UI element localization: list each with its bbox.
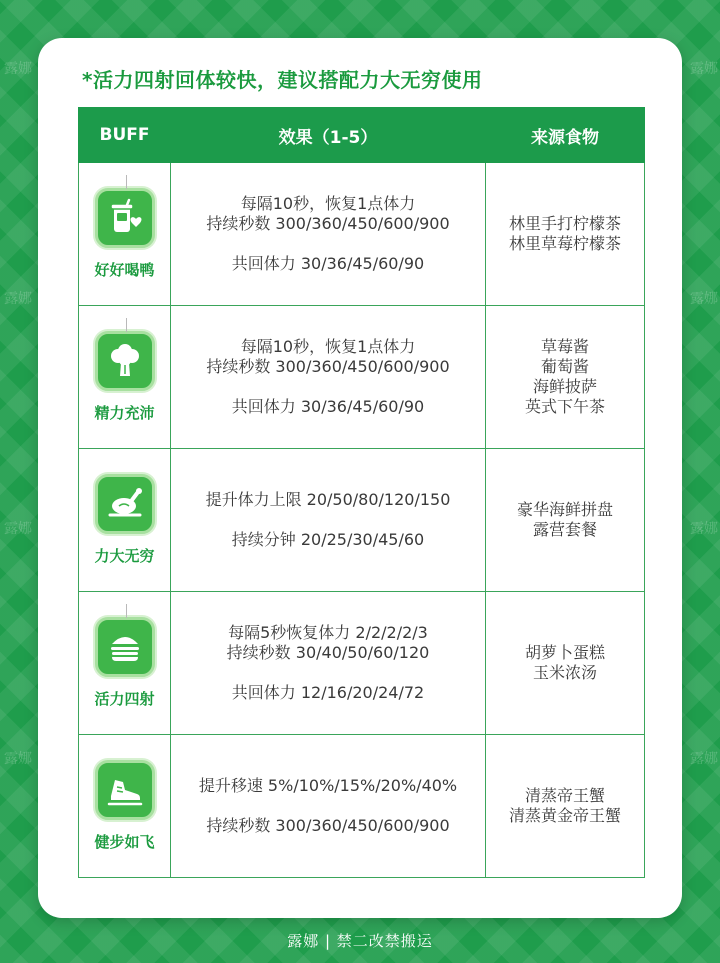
source-food: 胡萝卜蛋糕 [524, 643, 605, 662]
source-cell [486, 449, 645, 592]
buff-name: 健步如飞 [94, 833, 155, 851]
buff-cell [79, 449, 171, 592]
watermark: 露娜 [4, 751, 32, 767]
source-food: 英式下午茶 [524, 397, 605, 416]
source-food: 豪华海鲜拼盘 [516, 500, 613, 519]
source-food: 葡萄酱 [540, 357, 589, 376]
footer-credit: 露娜 | 禁二改禁搬运 [287, 932, 433, 950]
source-cell [486, 163, 645, 306]
effect-cell [171, 449, 486, 592]
effect-cell [171, 592, 486, 735]
usage-note: *活力四射回体较快，建议搭配力大无穷使用 [82, 68, 483, 92]
effect-line: 每隔5秒恢复体力 2/2/2/2/3 [228, 623, 428, 642]
effect-line: 提升移速 5%/10%/15%/20%/40% [198, 776, 458, 795]
effect-line: 共回体力 30/36/45/60/90 [231, 254, 425, 273]
source-cell [486, 306, 645, 449]
effect-line: 共回体力 12/16/20/24/72 [231, 683, 425, 702]
effect-line: 共回体力 30/36/45/60/90 [231, 397, 425, 416]
table-row [79, 163, 645, 306]
buff-card [38, 38, 682, 918]
buff-table [78, 107, 645, 878]
buff-cell [79, 592, 171, 735]
buff-name: 力大无穷 [94, 547, 155, 565]
watermark: 露娜 [690, 291, 718, 307]
effect-line: 每隔10秒，恢复1点体力 [240, 194, 416, 213]
effect-line: 持续分钟 20/25/30/45/60 [231, 530, 425, 549]
watermark: 露娜 [690, 751, 718, 767]
effect-cell [171, 163, 486, 306]
source-food: 玉米浓汤 [532, 663, 597, 682]
source-cell [486, 592, 645, 735]
burger-icon [95, 617, 155, 677]
table-header-row [79, 108, 645, 163]
watermark: 露娜 [4, 291, 32, 307]
header-source-food: 来源食物 [486, 108, 645, 163]
source-food: 海鲜披萨 [532, 377, 597, 396]
effect-line: 持续秒数 300/360/450/600/900 [206, 214, 450, 233]
buff-name: 活力四射 [94, 690, 155, 708]
roast-chicken-icon [95, 474, 155, 534]
source-cell [486, 735, 645, 878]
running-shoe-icon [95, 760, 155, 820]
watermark: 露娜 [4, 521, 32, 537]
header-effect: 效果（1-5） [171, 108, 486, 163]
effect-line: 持续秒数 300/360/450/600/900 [206, 816, 450, 835]
buff-cell [79, 735, 171, 878]
effect-cell [171, 735, 486, 878]
source-food: 林里草莓柠檬茶 [508, 234, 621, 253]
effect-line: 每隔10秒，恢复1点体力 [240, 337, 416, 356]
watermark: 露娜 [690, 521, 718, 537]
buff-name: 好好喝鸭 [94, 261, 155, 279]
broccoli-icon [95, 331, 155, 391]
watermark: 露娜 [690, 61, 718, 77]
source-food: 清蒸黄金帝王蟹 [508, 806, 621, 825]
source-food: 草莓酱 [540, 337, 589, 356]
effect-line: 提升体力上限 20/50/80/120/150 [205, 490, 451, 509]
effect-line: 持续秒数 30/40/50/60/120 [226, 643, 430, 662]
buff-name: 精力充沛 [94, 404, 155, 422]
source-food: 露营套餐 [532, 520, 597, 539]
table-row [79, 449, 645, 592]
effect-cell [171, 306, 486, 449]
drink-cup-icon [95, 188, 155, 248]
source-food: 林里手打柠檬茶 [508, 214, 621, 233]
header-buff: BUFF [79, 108, 171, 163]
effect-line: 持续秒数 300/360/450/600/900 [206, 357, 450, 376]
watermark: 露娜 [4, 61, 32, 77]
buff-cell [79, 306, 171, 449]
buff-cell [79, 163, 171, 306]
table-row [79, 735, 645, 878]
table-row [79, 306, 645, 449]
table-row [79, 592, 645, 735]
source-food: 清蒸帝王蟹 [524, 786, 605, 805]
